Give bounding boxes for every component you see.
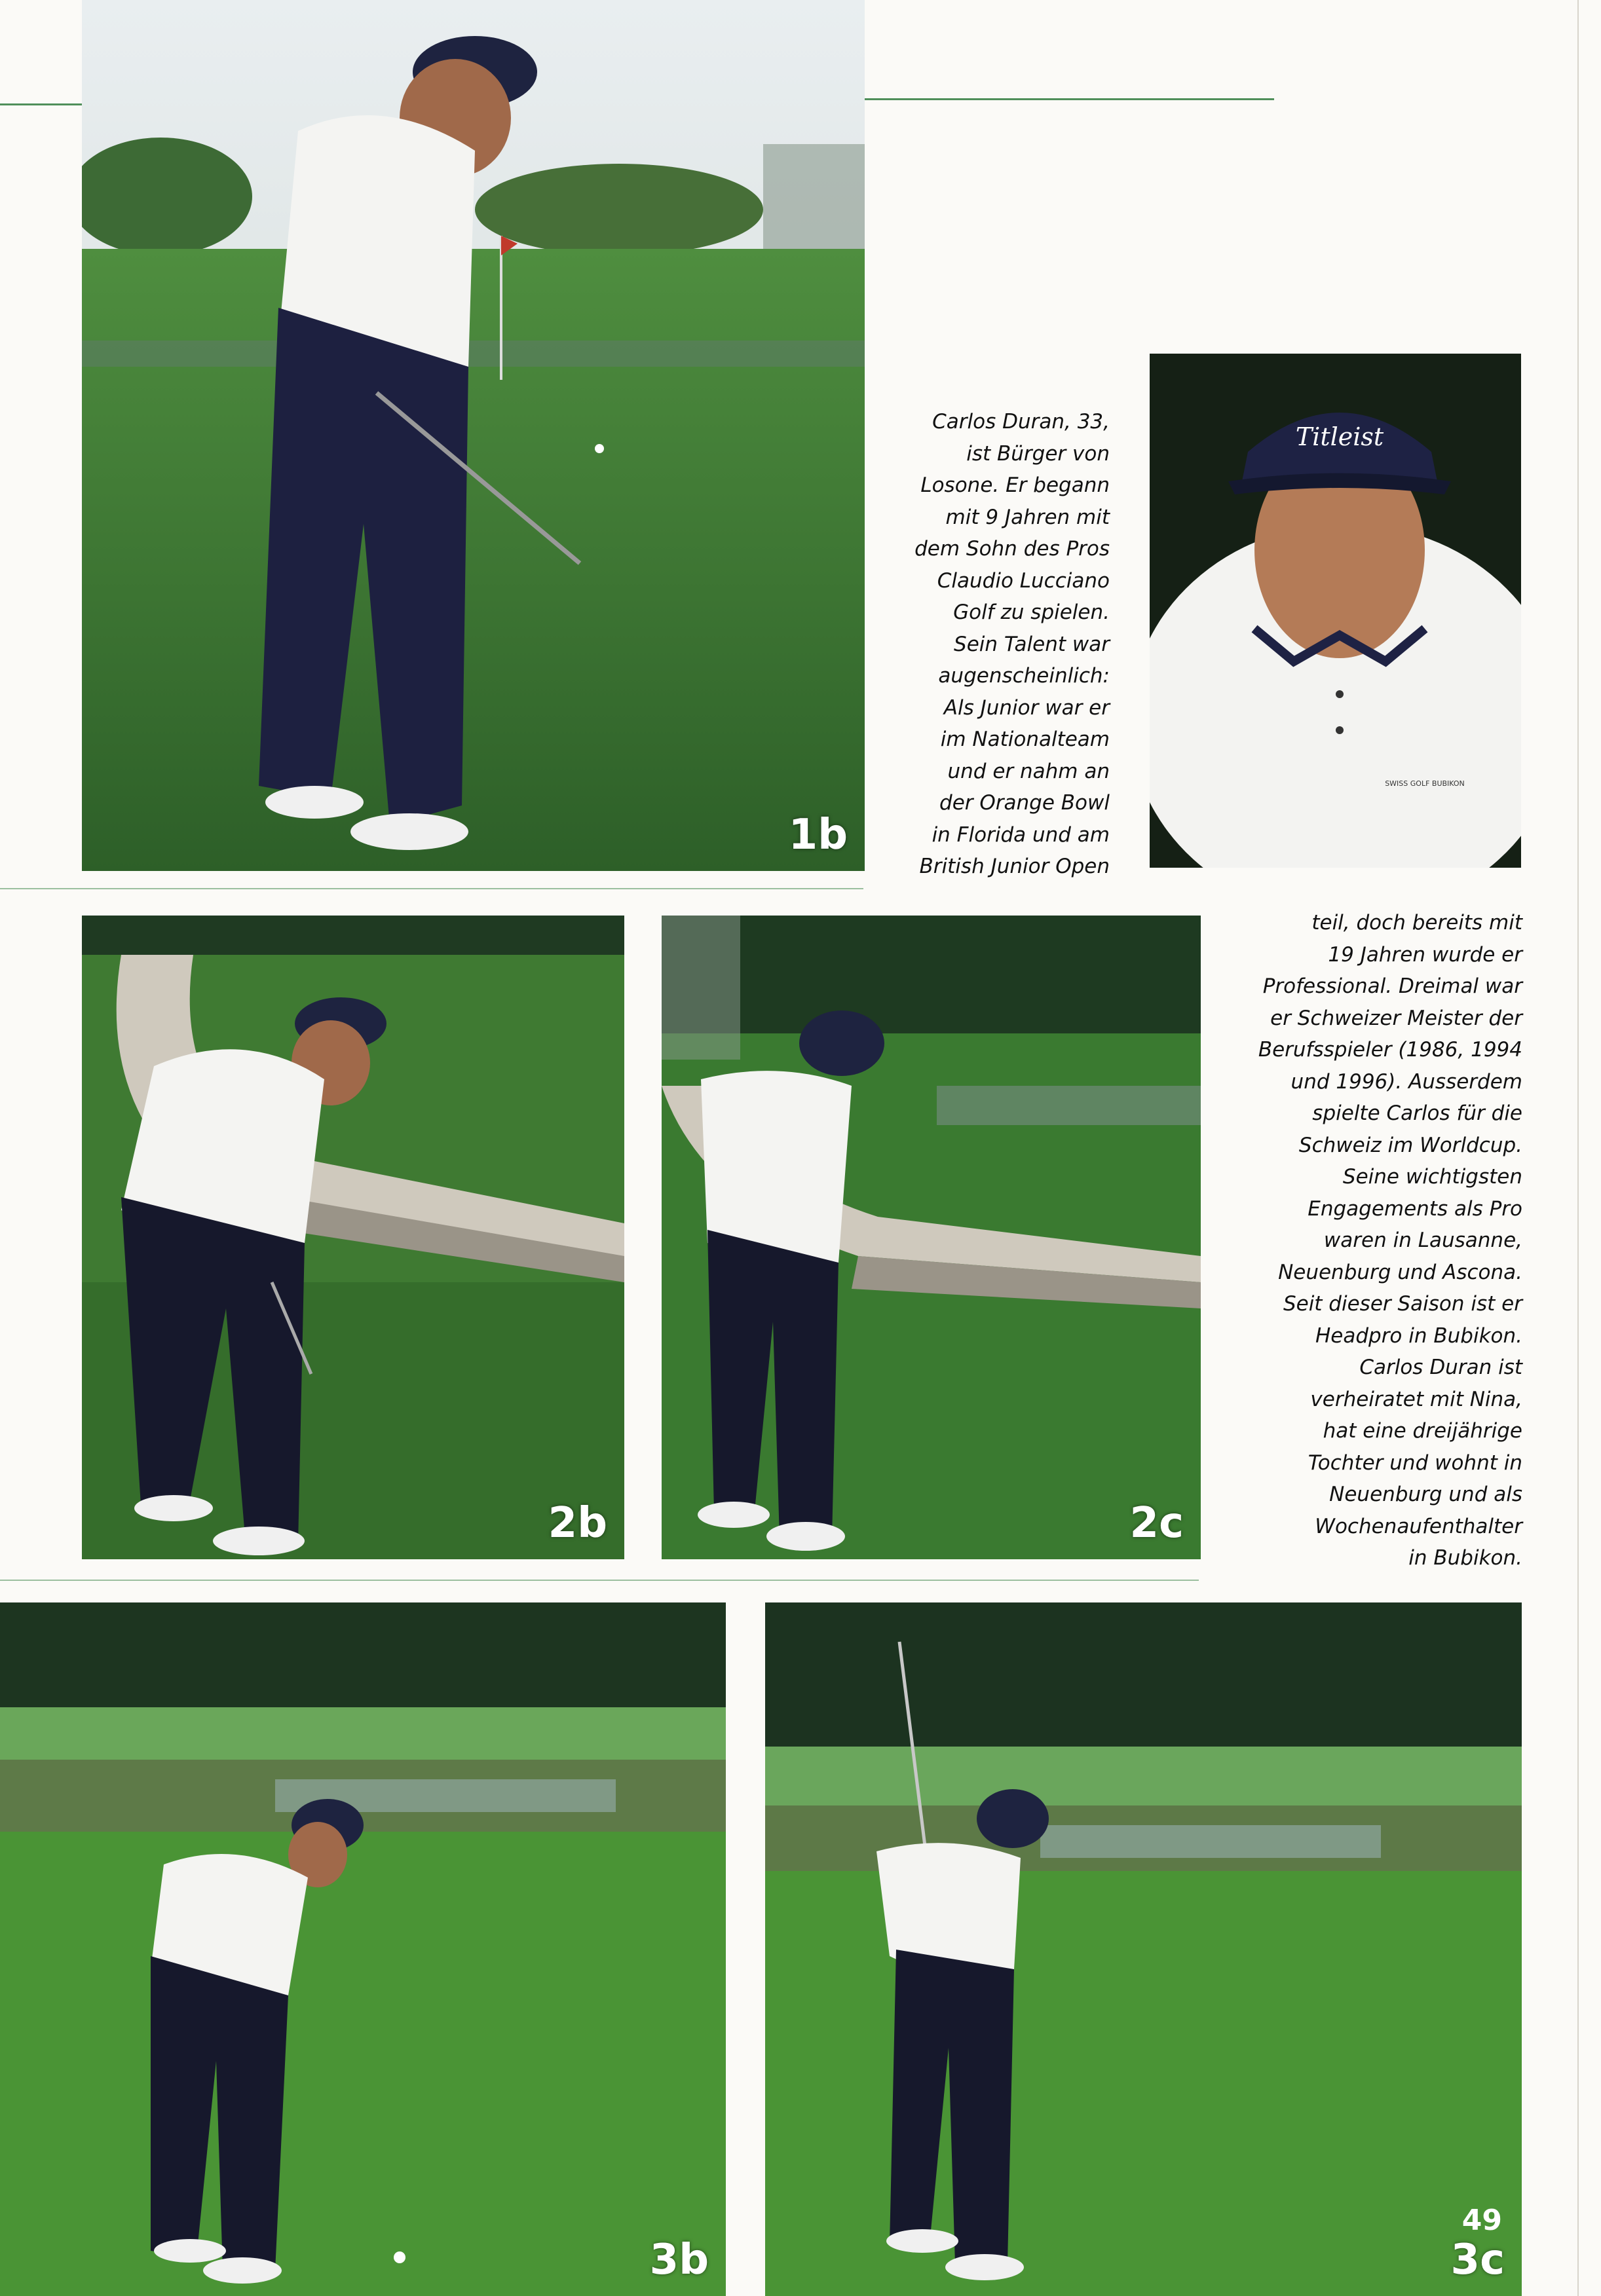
bio-line: ist Bürger von	[966, 441, 1110, 466]
bio-line: und er nahm an	[947, 759, 1110, 783]
photo-3b-image	[0, 1602, 726, 2296]
photo-2c-image	[662, 916, 1201, 1559]
bio-line: Engagements als Pro	[1308, 1196, 1522, 1221]
photo-2c	[662, 916, 1201, 1559]
bio-line: der Orange Bowl	[939, 791, 1110, 815]
bio-line: Tochter und wohnt in	[1308, 1451, 1522, 1475]
bio-line: augenscheinlich:	[938, 664, 1110, 688]
bio-line: waren in Lausanne,	[1323, 1229, 1522, 1252]
divider-rule-middle	[0, 888, 863, 889]
bio-line: Wochenaufenthalter	[1315, 1514, 1522, 1538]
bio-line: Neuenburg und als	[1329, 1483, 1522, 1506]
photo-2b	[82, 916, 624, 1559]
bio-line: Sein Talent war	[954, 632, 1110, 656]
shirt-logo-text: SWISS GOLF BUBIKON	[1385, 779, 1465, 788]
bio-line: in Bubikon.	[1408, 1546, 1522, 1570]
cap-logo-text: Titleist	[1295, 422, 1384, 451]
bio-line: im Nationalteam	[940, 728, 1110, 751]
scan-edge-line	[1577, 0, 1579, 2296]
photo-1b-image	[82, 0, 865, 871]
bio-line: Seit dieser Saison ist er	[1283, 1292, 1522, 1316]
bio-line: Headpro in Bubikon.	[1315, 1324, 1522, 1348]
bio-line: Als Junior war er	[943, 695, 1110, 720]
bio-line: Berufsspieler (1986, 1994	[1258, 1038, 1522, 1062]
bio-line: in Florida und am	[932, 823, 1110, 847]
bio-line: Carlos Duran ist	[1359, 1356, 1522, 1379]
photo-label-2c: 2c	[1129, 1499, 1184, 1547]
bio-line: Professional. Dreimal war	[1262, 974, 1522, 998]
bio-line: Schweiz im Worldcup.	[1298, 1133, 1522, 1157]
page-number: 49	[1461, 2204, 1502, 2237]
divider-rule-top-right	[865, 98, 1274, 100]
bio-line: er Schweizer Meister der	[1270, 1006, 1522, 1030]
bio-line: Carlos Duran, 33,	[932, 410, 1110, 434]
bio-line: dem Sohn des Pros	[914, 537, 1110, 561]
photo-3c	[765, 1602, 1522, 2296]
bio-text-top	[821, 406, 1110, 883]
bio-line: Golf zu spielen.	[953, 601, 1110, 624]
photo-3b	[0, 1602, 726, 2296]
photo-label-3b: 3b	[649, 2236, 709, 2284]
bio-line: Claudio Lucciano	[937, 568, 1110, 593]
bio-line: teil, doch bereits mit	[1311, 911, 1522, 935]
photo-label-1b: 1b	[788, 811, 848, 859]
divider-rule-top-left	[0, 103, 82, 105]
bio-text-bottom	[1156, 907, 1522, 1574]
bio-line: spielte Carlos für die	[1312, 1102, 1522, 1125]
photo-label-3c: 3c	[1450, 2236, 1505, 2284]
bio-line: Neuenburg und Ascona.	[1278, 1260, 1522, 1284]
bio-line: verheiratet mit Nina,	[1310, 1387, 1522, 1411]
photo-label-2b: 2b	[548, 1499, 607, 1547]
bio-line: 19 Jahren wurde er	[1328, 942, 1522, 967]
bio-line: Losone. Er begann	[920, 473, 1110, 497]
bio-line: mit 9 Jahren mit	[945, 505, 1110, 529]
bio-line: Seine wichtigsten	[1342, 1165, 1522, 1189]
divider-rule-lower	[0, 1580, 1199, 1581]
bio-line: British Junior Open	[919, 855, 1110, 878]
portrait-image	[1150, 354, 1521, 868]
bio-line: und 1996). Ausserdem	[1290, 1069, 1522, 1094]
bio-line: hat eine dreijährige	[1323, 1419, 1522, 1443]
photo-2b-image	[82, 916, 624, 1559]
photo-1b	[82, 0, 865, 871]
portrait-photo	[1150, 354, 1521, 868]
photo-3c-image	[765, 1602, 1522, 2296]
